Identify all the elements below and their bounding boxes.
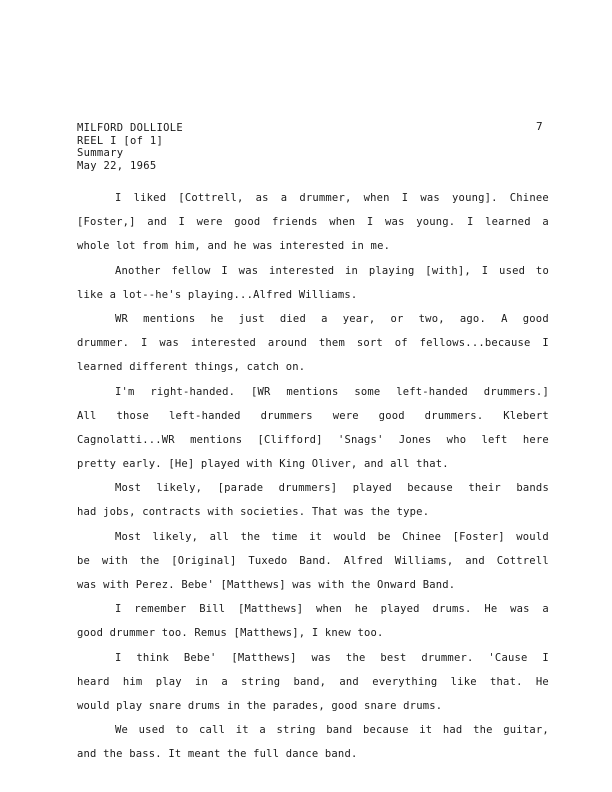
text-line: had jobs, contracts with societies. That was the type. bbox=[77, 506, 430, 519]
text-line: learned different things, catch on. bbox=[77, 361, 306, 374]
summary-body bbox=[77, 186, 549, 767]
text-line: I remember Bill [Matthews] when he played drums. He was a bbox=[115, 603, 549, 616]
text-line: whole lot from him, and he was interested in me. bbox=[77, 240, 391, 253]
document-type: Summary bbox=[77, 147, 124, 159]
text-line: Cagnolatti...WR mentions [Clifford] 'Snags' Jones who left here bbox=[77, 433, 549, 446]
text-line: Most likely, [parade drummers] played because their bands bbox=[115, 482, 549, 495]
reel-label: REEL I [of 1] bbox=[77, 134, 164, 147]
document-header bbox=[77, 122, 183, 172]
text-line: I liked [Cottrell, as a drummer, when I was young]. Chinee bbox=[115, 192, 549, 204]
text-line: and the bass. It meant the full dance band. bbox=[77, 748, 358, 761]
text-line: be with the [Original] Tuxedo Band. Alfred Williams, and Cottrell bbox=[77, 554, 549, 567]
text-line: good drummer too. Remus [Matthews], I knew too. bbox=[77, 627, 384, 640]
interviewee-name: MILFORD DOLLIOLE bbox=[77, 122, 183, 134]
text-line: Most likely, all the time it would be Chinee [Foster] would bbox=[115, 530, 549, 543]
text-line: I think Bebe' [Matthews] was the best drummer. 'Cause I bbox=[115, 651, 549, 664]
text-line: We used to call it a string band because it had the guitar, bbox=[115, 724, 549, 737]
text-line: would play snare drums in the parades, good snare drums. bbox=[77, 699, 443, 712]
text-line: pretty early. [He] played with King Oliver, and all that. bbox=[77, 458, 449, 471]
interview-date: May 22, 1965 bbox=[77, 159, 157, 172]
page-number: 7 bbox=[536, 120, 543, 133]
text-line: WR mentions he just died a year, or two, ago. A good bbox=[115, 312, 549, 325]
text-line: was with Perez. Bebe' [Matthews] was with the Onward Band. bbox=[77, 579, 456, 591]
text-line: like a lot--he's playing...Alfred Williams. bbox=[77, 288, 358, 301]
text-line: All those left-handed drummers were good drummers. Klebert bbox=[77, 409, 549, 422]
text-line: Another fellow I was interested in playing [with], I used to bbox=[115, 264, 549, 277]
text-line: heard him play in a string band, and everything like that. He bbox=[77, 675, 549, 688]
text-line: [Foster,] and I were good friends when I was young. I learned a bbox=[77, 216, 549, 229]
text-line: drummer. I was interested around them sort of fellows...because I bbox=[77, 337, 549, 350]
text-line: I'm right-handed. [WR mentions some left-handed drummers.] bbox=[115, 385, 549, 398]
